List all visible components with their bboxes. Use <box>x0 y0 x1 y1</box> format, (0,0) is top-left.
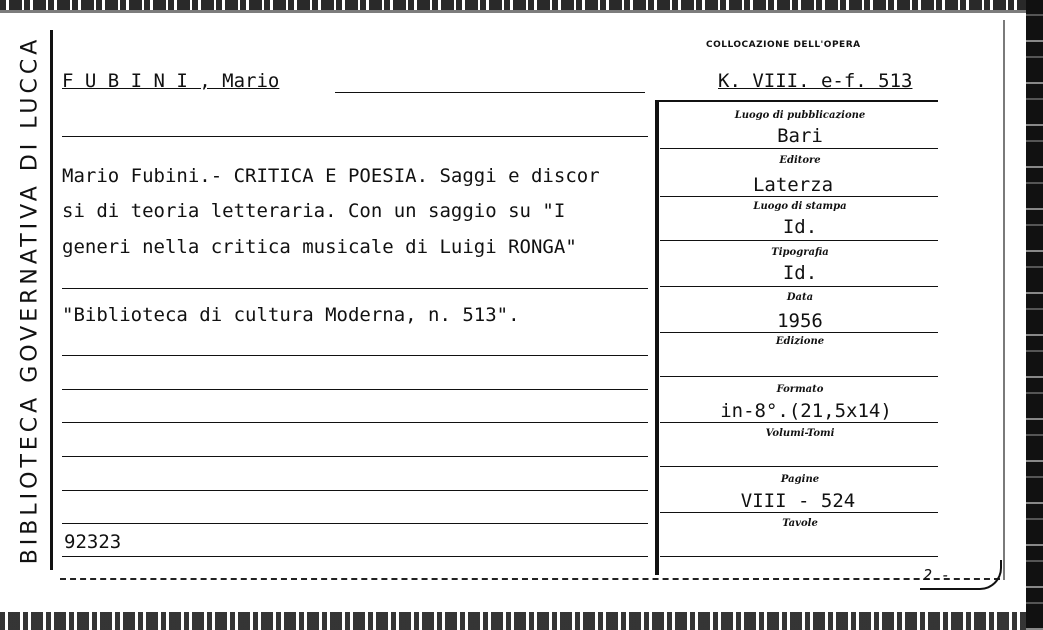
description-line-5: "Biblioteca di cultura Moderna, n. 513". <box>62 304 520 326</box>
field-value-pagine: VIII - 524 <box>740 490 856 512</box>
field-rule-10 <box>660 556 938 557</box>
rule-line-8 <box>62 523 648 524</box>
field-value-data: 1956 <box>777 310 823 332</box>
field-rule-8 <box>660 466 938 467</box>
rule-line-2 <box>62 288 648 289</box>
rule-line-3 <box>62 355 648 356</box>
card-top-shadow <box>0 10 1043 13</box>
shelfmark: K. VIII. e-f. 513 <box>718 70 913 92</box>
field-rule-2 <box>660 196 938 197</box>
field-label-luogo-pubblicazione: Luogo di pubblicazione <box>734 110 866 121</box>
corner-note: 2 - <box>923 566 951 584</box>
card-bottom-dashed-rule <box>60 578 1000 580</box>
card-right-edge <box>1026 0 1043 630</box>
rule-line-1 <box>62 136 648 137</box>
field-label-pagine: Pagine <box>780 474 820 485</box>
field-label-tavole: Tavole <box>782 518 818 529</box>
left-margin-rule <box>50 30 53 570</box>
field-rule-4 <box>660 286 938 287</box>
field-value-tipografia: Id. <box>782 262 818 284</box>
card-bottom-edge <box>0 612 1043 630</box>
field-label-data: Data <box>786 292 814 303</box>
field-rule-5 <box>660 332 938 333</box>
collocazione-label: COLLOCAZIONE DELL'OPERA <box>706 40 861 50</box>
rule-line-6 <box>62 456 648 457</box>
library-name: BIBLIOTECA GOVERNATIVA DI LUCCA <box>17 35 43 565</box>
field-label-tipografia: Tipografia <box>771 247 829 258</box>
description-line-1: Mario Fubini.- CRITICA E POESIA. Saggi e discor <box>62 165 600 187</box>
field-label-editore: Editore <box>779 155 821 166</box>
field-value-editore: Laterza <box>752 174 834 196</box>
field-value-luogo-stampa: Id. <box>782 216 818 238</box>
rule-line-9 <box>62 556 648 557</box>
card-right-border <box>1003 20 1005 580</box>
rule-line-7 <box>62 490 648 491</box>
inventory-number: 92323 <box>64 531 122 553</box>
fields-top-rule <box>658 100 938 102</box>
field-label-luogo-stampa: Luogo di stampa <box>753 201 847 212</box>
rule-line-5 <box>62 422 648 423</box>
fields-box-rule <box>655 100 659 575</box>
field-rule-6 <box>660 376 938 377</box>
description-line-3: generi nella critica musicale di Luigi RONGA" <box>62 236 577 258</box>
field-rule-1 <box>660 148 938 149</box>
field-value-formato: in-8°.(21,5x14) <box>720 400 892 422</box>
field-value-luogo-pubblicazione: Bari <box>777 125 823 147</box>
field-label-formato: Formato <box>776 384 824 395</box>
description-line-2: si di teoria letteraria. Con un saggio su "I <box>62 200 566 222</box>
rule-line-4 <box>62 389 648 390</box>
field-rule-9 <box>660 512 938 513</box>
field-label-edizione: Edizione <box>775 336 825 347</box>
author-rule <box>335 92 645 93</box>
field-rule-3 <box>660 240 938 241</box>
author-heading: F U B I N I , Mario <box>62 70 280 92</box>
field-rule-7 <box>660 422 938 423</box>
card-top-edge <box>0 0 1043 10</box>
field-label-volumi-tomi: Volumi-Tomi <box>765 428 835 439</box>
